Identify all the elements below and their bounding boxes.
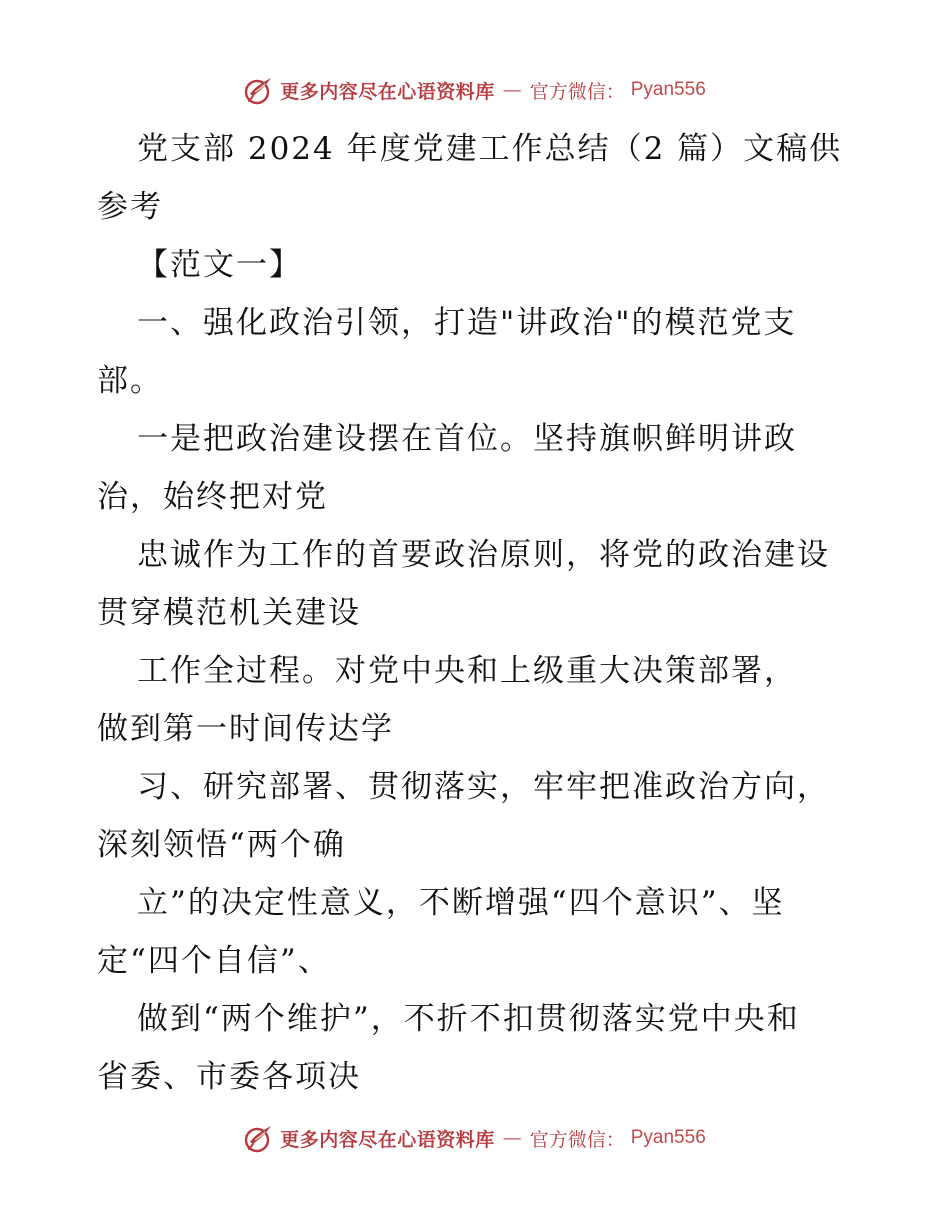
text-line: 一、强化政治引领，打造"讲政治"的模范党支 bbox=[137, 305, 797, 341]
page-header bbox=[0, 70, 950, 110]
text-line: 定“四个自信”、 bbox=[97, 943, 331, 979]
text-line: 深刻领悟“两个确 bbox=[97, 827, 346, 863]
text-line: 做到“两个维护”，不折不扣贯彻落实党中央和 bbox=[137, 1001, 800, 1037]
text-line: 【范文一】 bbox=[137, 247, 302, 283]
text-line: 忠诚作为工作的首要政治原则，将党的政治建设 bbox=[137, 537, 830, 573]
brand-banner bbox=[244, 75, 706, 105]
text-line: 部。 bbox=[97, 363, 163, 399]
text-line: 治，始终把对党 bbox=[97, 479, 328, 515]
page-footer bbox=[0, 1118, 950, 1158]
wechat-label: 官方微信： bbox=[529, 1128, 625, 1151]
brand-text: 更多内容尽在心语资料库 bbox=[280, 80, 495, 103]
quill-logo-icon bbox=[244, 1123, 274, 1153]
text-line: 做到第一时间传达学 bbox=[97, 711, 394, 747]
brand-dash: — bbox=[502, 1127, 522, 1149]
brand-banner bbox=[244, 1123, 706, 1153]
text-line: 参考 bbox=[97, 189, 163, 225]
text-line: 立”的决定性意义，不断增强“四个意识”、坚 bbox=[137, 885, 785, 921]
text-line: 一是把政治建设摆在首位。坚持旗帜鲜明讲政 bbox=[137, 421, 797, 457]
text-line: 工作全过程。对党中央和上级重大决策部署， bbox=[137, 653, 797, 689]
wechat-label: 官方微信： bbox=[529, 80, 625, 103]
wechat-id: Pyan556 bbox=[630, 79, 706, 100]
text-line: 贯穿模范机关建设 bbox=[97, 595, 361, 631]
brand-text: 更多内容尽在心语资料库 bbox=[280, 1128, 495, 1151]
brand-dash: — bbox=[502, 79, 522, 101]
text-line: 党支部 2024 年度党建工作总结（2 篇）文稿供 bbox=[137, 131, 843, 167]
text-line: 省委、市委各项决 bbox=[97, 1059, 361, 1095]
wechat-id: Pyan556 bbox=[630, 1127, 706, 1148]
text-line: 习、研究部署、贯彻落实，牢牢把准政治方向， bbox=[137, 769, 830, 805]
document-body bbox=[97, 120, 867, 1106]
quill-logo-icon bbox=[244, 75, 274, 105]
